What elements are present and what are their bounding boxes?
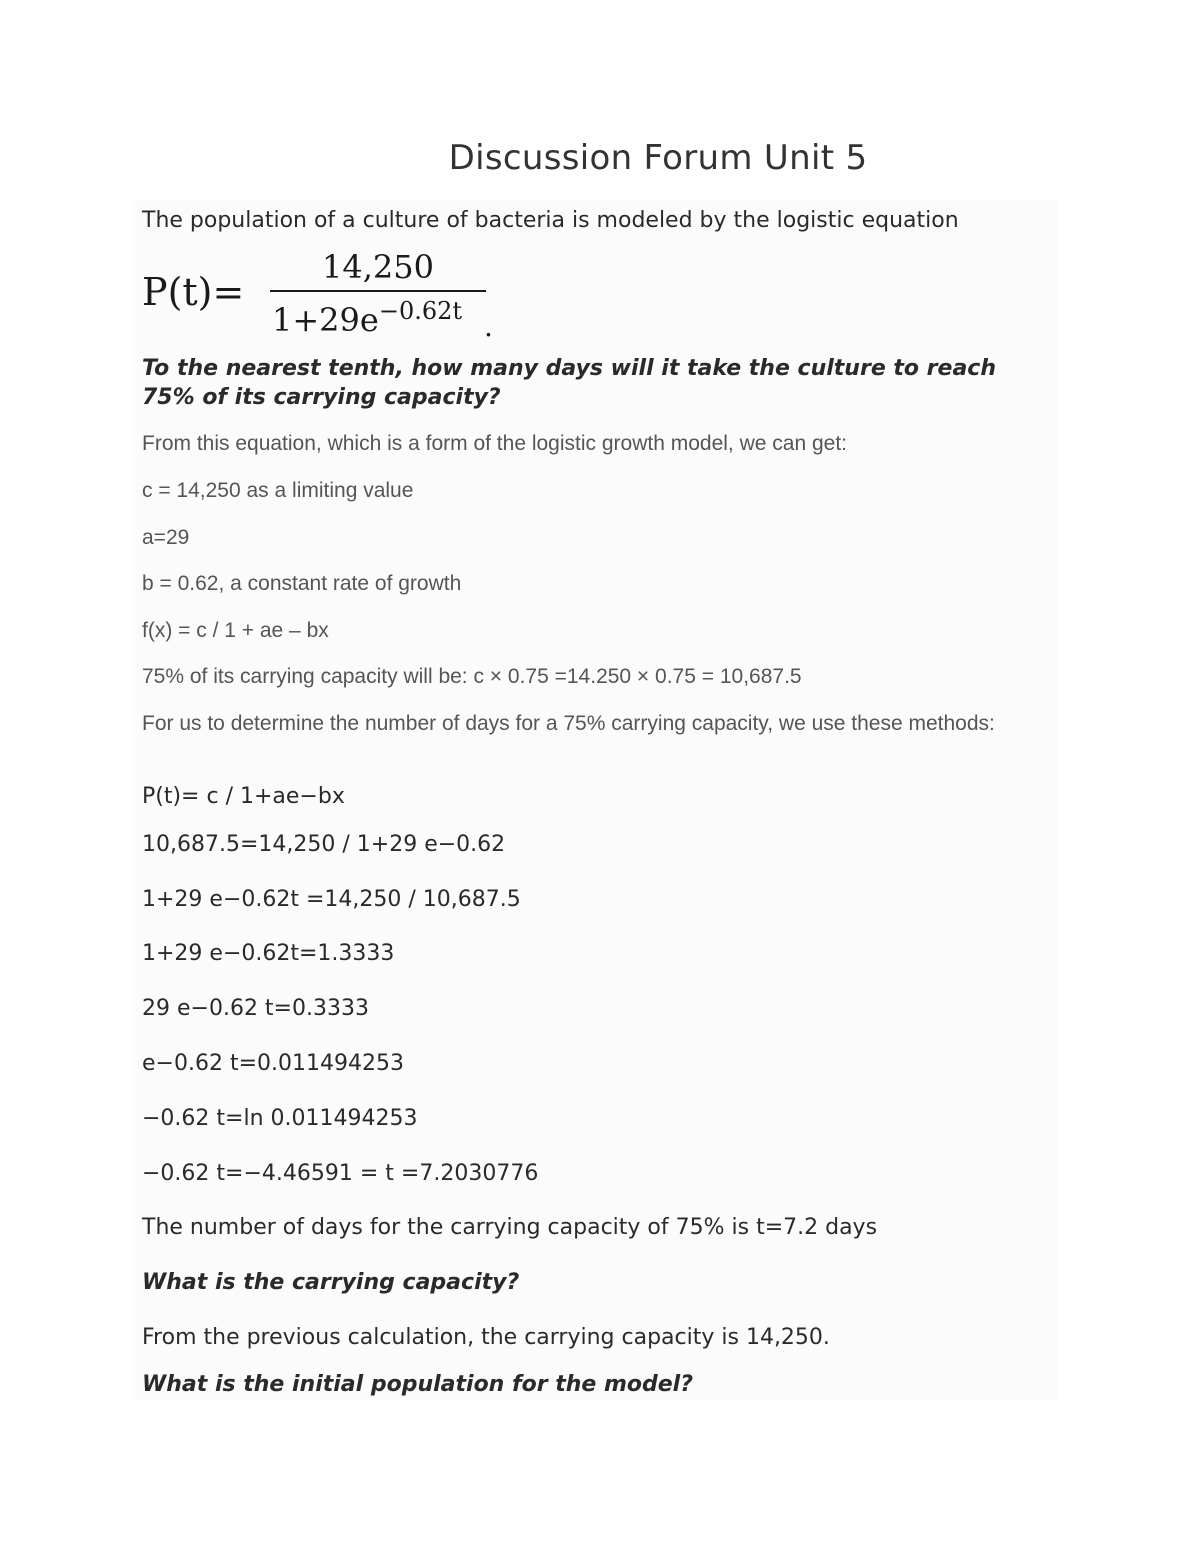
calculation-step: 1+29 e−0.62t =14,250 / 10,687.5 <box>142 887 521 912</box>
denominator-exponent: −0.62t <box>378 297 463 325</box>
calculation-step: e−0.62 t=0.011494253 <box>142 1051 404 1076</box>
page-title: Discussion Forum Unit 5 <box>448 138 868 178</box>
calculation-step: −0.62 t=ln 0.011494253 <box>142 1106 418 1131</box>
equation-numerator: 14,250 <box>322 248 434 286</box>
explanation-line: c = 14,250 as a limiting value <box>142 479 414 502</box>
explanation-line: For us to determine the number of days for a 75% carrying capacity, we use these methods: <box>142 712 995 735</box>
calculation-step: −0.62 t=−4.46591 = t =7.2030776 <box>142 1161 539 1186</box>
intro-text: The population of a culture of bacteria is modeled by the logistic equation <box>142 208 959 233</box>
explanation-line: b = 0.62, a constant rate of growth <box>142 572 462 595</box>
calculation-step: 1+29 e−0.62t=1.3333 <box>142 941 395 966</box>
equation-lhs: P(t)= <box>142 270 245 314</box>
question-initial-population: What is the initial population for the model? <box>142 1372 693 1397</box>
question-days: To the nearest tenth, how many days will it take the culture to reach 75% of its carrying capacity? <box>142 356 997 410</box>
denominator-base: 1+29e <box>272 301 379 339</box>
fraction-bar <box>270 290 486 292</box>
equation-denominator <box>270 294 486 337</box>
calculation-step: 29 e−0.62 t=0.3333 <box>142 996 369 1021</box>
explanation-line: a=29 <box>142 526 190 549</box>
explanation-line: 75% of its carrying capacity will be: c × 0.75 =14.250 × 0.75 = 10,687.5 <box>142 665 802 688</box>
equation-period: . <box>484 310 493 343</box>
equation-fraction <box>270 248 486 337</box>
answer-carrying-capacity: From the previous calculation, the carrying capacity is 14,250. <box>142 1325 830 1350</box>
document-body <box>132 200 1058 1400</box>
explanation-line: f(x) = c / 1 + ae – bx <box>142 619 329 642</box>
calculation-step: P(t)= c / 1+ae−bx <box>142 784 345 809</box>
explanation-line: From this equation, which is a form of the logistic growth model, we can get: <box>142 432 847 455</box>
answer-days: The number of days for the carrying capacity of 75% is t=7.2 days <box>142 1215 878 1240</box>
calculation-step: 10,687.5=14,250 / 1+29 e−0.62 <box>142 832 506 857</box>
question-carrying-capacity: What is the carrying capacity? <box>142 1270 520 1295</box>
